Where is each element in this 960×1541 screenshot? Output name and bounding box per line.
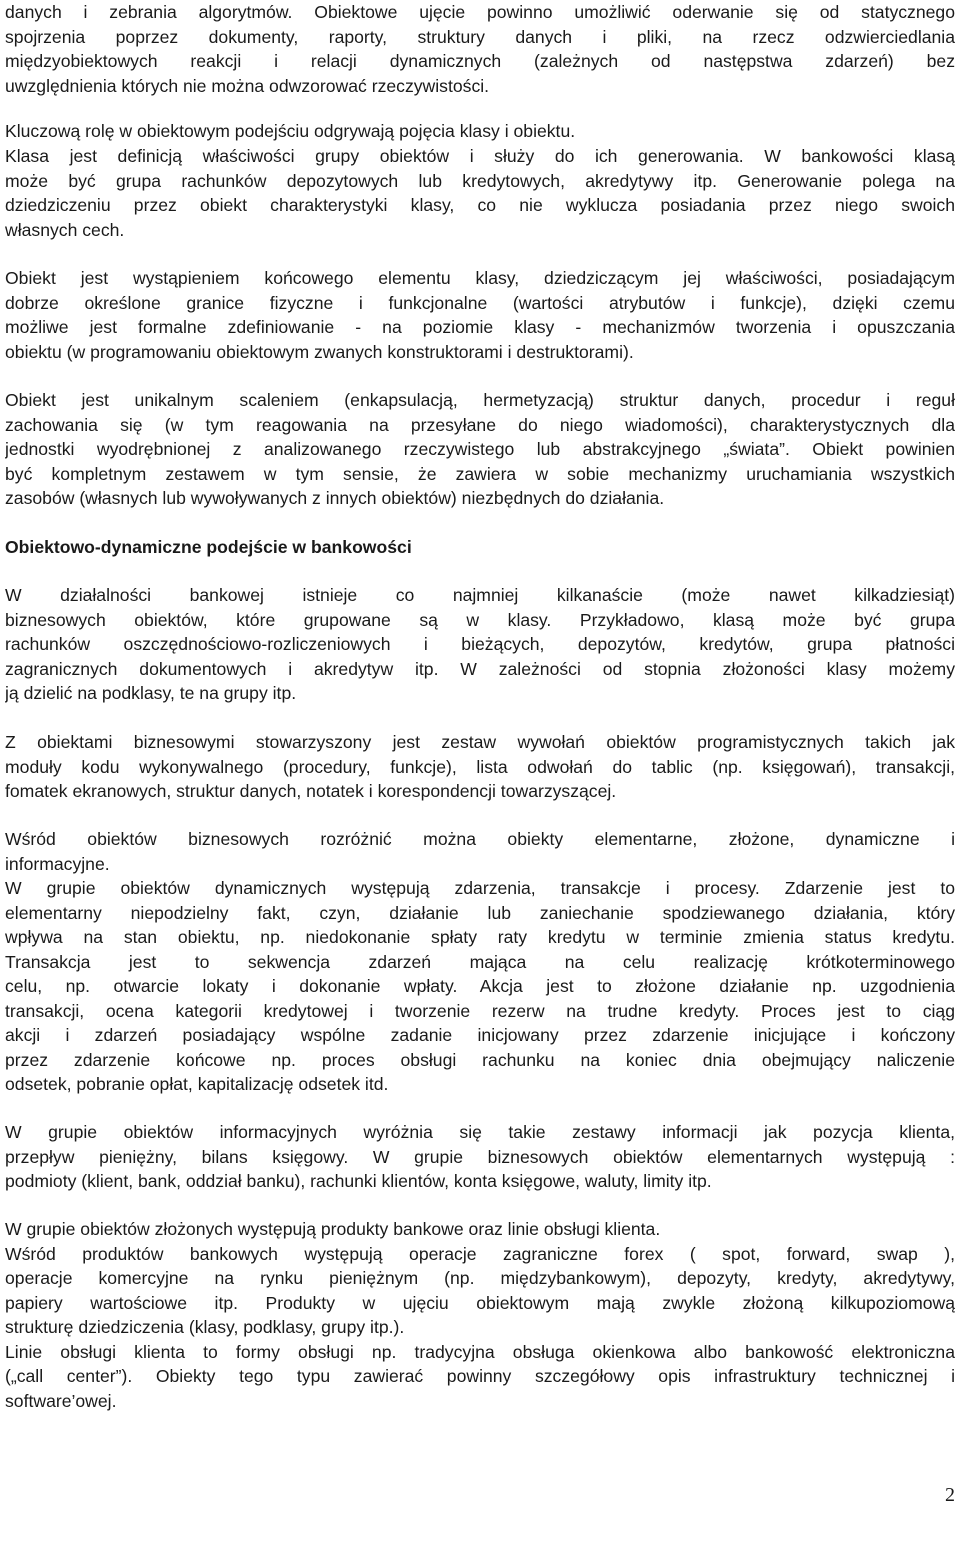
text-line: zachowania się (w tym reagowania na przesyłane do niego wiadomości), charakterystycznych dla bbox=[5, 414, 955, 435]
text-line: Obiekt jest unikalnym scaleniem (enkapsulacją, hermetyzacją) struktur danych, procedur i reguł bbox=[5, 390, 955, 410]
page-number: 2 bbox=[945, 1484, 955, 1506]
text-line: może być grupa rachunków depozytowych lub kredytowych, akredytywy itp. Generowanie polega na bbox=[5, 170, 955, 191]
text-line: danych i zebrania algorytmów. Obiektowe ujęcie powinno umożliwić oderwanie się od statycznego bbox=[5, 2, 955, 22]
text-line: W grupie obiektów złożonych występują produkty bankowe oraz linie obsługi klienta. bbox=[5, 1219, 661, 1239]
text-line: uwzględnienia których nie można odwzorować rzeczywistości. bbox=[5, 75, 490, 96]
text-line: podmioty (klient, bank, oddział banku), rachunki klientów, konta księgowe, waluty, limity itp. bbox=[5, 1171, 712, 1191]
text-line: software’owej. bbox=[5, 1390, 117, 1411]
text-line: Klasa jest definicją właściwości grupy obiektów i służy do ich generowania. W bankowości klasą bbox=[5, 146, 955, 166]
text-line: własnych cech. bbox=[5, 219, 125, 240]
text-line: Obiekt jest wystąpieniem końcowego elementu klasy, dziedziczącym jej właściwości, posiadającym bbox=[5, 268, 955, 288]
text-line: biznesowych obiektów, które grupowane są w klasy. Przykładowo, klasą może być grupa bbox=[5, 609, 955, 630]
text-line: moduły kodu wykonywalnego (procedury, funkcje), lista odwołań do tablic (np. księgowań), transakcji, bbox=[5, 756, 955, 777]
paragraph-banking-activity bbox=[5, 583, 955, 706]
paragraph-object-types bbox=[5, 827, 955, 876]
paragraph-class-definition bbox=[5, 144, 955, 242]
paragraph-intro bbox=[5, 0, 955, 98]
text-line: transakcji, ocena kategorii kredytowej i tworzenie rezerw na trudne kredyty. Proces jest to ciąg bbox=[5, 1000, 955, 1021]
paragraph-key-role bbox=[5, 119, 955, 144]
text-line: zagranicznych dokumentowych i akredytyw itp. W zależności od stopnia złożoności klasy możemy bbox=[5, 658, 955, 679]
text-line: spojrzenia poprzez dokumenty, raporty, struktury danych i pliki, na rzecz odzwierciedlania bbox=[5, 26, 955, 47]
paragraph-object-encapsulation bbox=[5, 388, 955, 511]
text-line: Linie obsługi klienta to formy obsługi np. tradycyjna obsługa okienkowa albo bankowość elektroniczna bbox=[5, 1341, 955, 1362]
text-line: dobrze określone granice fizyczne i funkcjonalne (wartości atrybutów i funkcje), dzięki czemu bbox=[5, 292, 955, 313]
text-line: przez zdarzenie końcowe np. proces obsługi rachunku na koniec dnia obejmujący naliczenie bbox=[5, 1049, 955, 1070]
text-line: akcji i zdarzeń posiadający wspólne zadanie inicjowany przez zdarzenie inicjujące i kończony bbox=[5, 1025, 955, 1045]
text-line: W grupie obiektów dynamicznych występują zdarzenia, transakcje i procesy. Zdarzenie jest to bbox=[5, 878, 955, 898]
text-line: papiery wartościowe itp. Produkty w ujęciu obiektowym mają zwykle złożoną kilkupoziomową bbox=[5, 1292, 955, 1313]
text-line: obiektu (w programowaniu obiektowym zwanych konstruktorami i destruktorami). bbox=[5, 341, 634, 362]
text-line: ją dzielić na podklasy, te na grupy itp. bbox=[5, 683, 297, 703]
text-line: międzyobiektowych reakcji i relacji dynamicznych (zależnych od następstwa zdarzeń) bez bbox=[5, 51, 955, 71]
paragraph-business-objects bbox=[5, 730, 955, 804]
text-line: W działalności bankowej istnieje co najmniej kilkanaście (może nawet kilkadziesiąt) bbox=[5, 585, 955, 605]
text-line: Transakcja jest to sekwencja zdarzeń mająca na celu realizację krótkoterminowego bbox=[5, 951, 955, 972]
text-line: być kompletnym zestawem w tym sensie, że zawiera w sobie mechanizmy uruchamiania wszystkich bbox=[5, 463, 955, 484]
text-line: dziedziczeniu przez obiekt charakterystyki klasy, co nie wyklucza posiadania przez niego swoich bbox=[5, 195, 955, 215]
text-line: zasobów (własnych lub wywoływanych z innych obiektów) niezbędnych do działania. bbox=[5, 488, 665, 508]
text-line: celu, np. otwarcie lokaty i dokonanie wpłaty. Akcja jest to złożone działanie np. uzgodnienia bbox=[5, 976, 955, 996]
text-line: Z obiektami biznesowymi stowarzyszony jest zestaw wywołań obiektów programistycznych takich jak bbox=[5, 732, 955, 752]
text-line: Wśród produktów bankowych występują operacje zagraniczne forex ( spot, forward, swap ), bbox=[5, 1243, 955, 1264]
text-line: możliwe jest formalne zdefiniowanie - na poziomie klasy - mechanizmów tworzenia i opuszczania bbox=[5, 317, 955, 337]
text-line: W grupie obiektów informacyjnych wyróżnia się takie zestawy informacji jak pozycja klienta, bbox=[5, 1122, 955, 1142]
text-line: strukturę dziedziczenia (klasy, podklasy, grupy itp.). bbox=[5, 1317, 405, 1337]
paragraph-complex-objects bbox=[5, 1217, 955, 1413]
text-line: przepływ pieniężny, bilans księgowy. W grupie biznesowych obiektów elementarnych występują : bbox=[5, 1146, 955, 1167]
text-line: wpływa na stan obiektu, np. niedokonanie spłaty raty kredytu w terminie zmienia status kredytu. bbox=[5, 927, 955, 947]
text-line: fomatek ekranowych, struktur danych, notatek i korespondencji towarzyszącej. bbox=[5, 781, 617, 801]
section-heading: Obiektowo-dynamiczne podejście w bankowości bbox=[5, 537, 412, 557]
text-line: informacyjne. bbox=[5, 853, 110, 874]
text-line: elementarny niepodzielny fakt, czyn, działanie lub zaniechanie spodziewanego działania, który bbox=[5, 902, 955, 923]
text-line: operacje komercyjne na rynku pieniężnym (np. międzybankowym), depozyty, kredyty, akredytywy, bbox=[5, 1268, 955, 1288]
text-line: odsetek, pobranie opłat, kapitalizację odsetek itd. bbox=[5, 1074, 389, 1094]
paragraph-object-instance bbox=[5, 266, 955, 364]
text-line: („call center”). Obiekty tego typu zawierać powinny szczegółowy opis infrastruktury technicznej i bbox=[5, 1366, 955, 1386]
text-line: Kluczową rolę w obiektowym podejściu odgrywają pojęcia klasy i obiektu. bbox=[5, 121, 576, 141]
text-line: jednostki wyodrębnionej z analizowanego rzeczywistego lub abstrakcyjnego „świata”. Obiekt powinien bbox=[5, 439, 955, 459]
text-line: Wśród obiektów biznesowych rozróżnić można obiekty elementarne, złożone, dynamiczne i bbox=[5, 829, 955, 849]
paragraph-information-objects bbox=[5, 1120, 955, 1194]
paragraph-dynamic-objects bbox=[5, 876, 955, 1097]
text-line: rachunków oszczędnościowo-rozliczeniowych i bieżących, depozytów, kredytów, grupa płatności bbox=[5, 634, 955, 654]
